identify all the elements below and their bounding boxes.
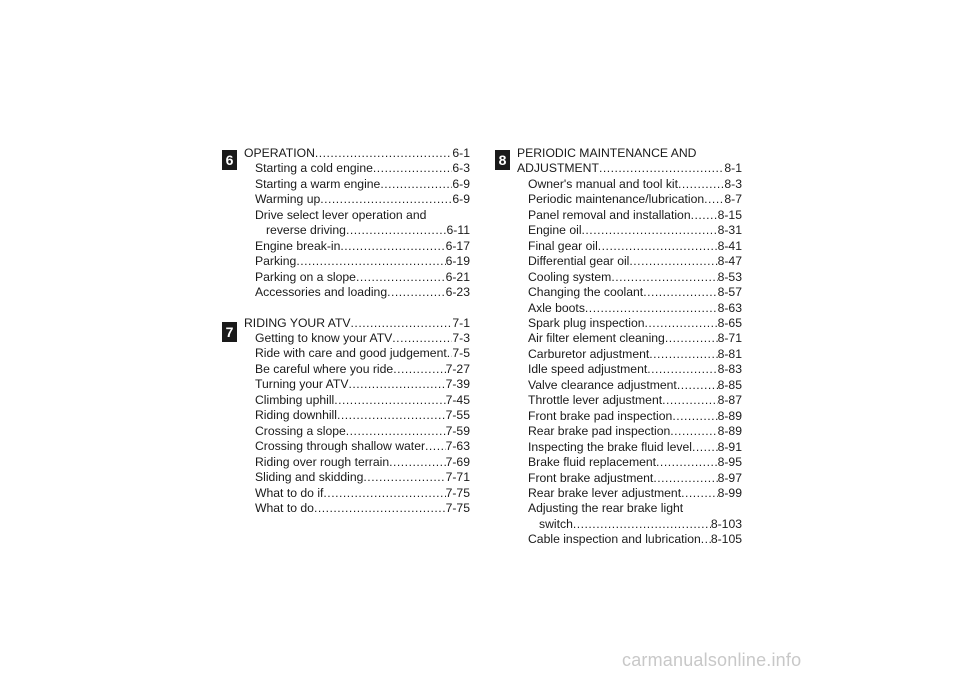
- toc-entry[interactable]: [244, 223, 470, 238]
- dot-leader: [629, 254, 717, 269]
- toc-entry[interactable]: [517, 254, 742, 269]
- toc-entry-page: 7-5: [452, 346, 470, 361]
- dot-leader: [662, 393, 717, 408]
- chapter-badge-8: 8: [495, 150, 510, 170]
- toc-entry-page: 8-53: [717, 269, 742, 284]
- dot-leader: [315, 146, 453, 161]
- toc-section-8: [498, 146, 742, 548]
- toc-entry-page: 8-83: [717, 362, 742, 377]
- toc-entry-title: Carburetor adjustment: [528, 346, 650, 361]
- toc-entry-title: Starting a cold engine: [255, 161, 373, 176]
- dot-leader: [380, 177, 452, 192]
- toc-entry[interactable]: [244, 501, 470, 516]
- toc-entry[interactable]: [517, 378, 742, 393]
- toc-entry-title: Final gear oil: [528, 238, 598, 253]
- toc-section-6: [225, 146, 470, 301]
- toc-entry[interactable]: [244, 192, 470, 207]
- toc-entry[interactable]: [244, 239, 470, 254]
- toc-entry-title: Adjusting the rear brake light: [528, 501, 684, 516]
- toc-section-7: [225, 315, 470, 517]
- toc-entry-page: 8-89: [717, 424, 742, 439]
- toc-entry-page: 6-21: [445, 269, 470, 284]
- toc-entry-page: 8-3: [724, 176, 742, 191]
- toc-entry-title: Turning your ATV: [255, 377, 349, 392]
- toc-entries: [244, 146, 470, 301]
- toc-entry-title: Be careful where you ride: [255, 361, 394, 376]
- toc-entries: [517, 146, 742, 548]
- toc-entry-title: Throttle lever adjustment: [528, 393, 663, 408]
- toc-entry-page: 8-1: [724, 161, 742, 176]
- dot-leader: [691, 208, 718, 223]
- toc-entry-page: 6-9: [452, 176, 470, 191]
- toc-entry[interactable]: [517, 517, 742, 532]
- toc-entry-title: Accessories and loading: [255, 285, 388, 300]
- toc-entry[interactable]: [517, 316, 742, 331]
- toc-entry-page: 6-17: [445, 238, 470, 253]
- toc-entry[interactable]: [244, 393, 470, 408]
- toc-entry-page: 6-9: [452, 192, 470, 207]
- toc-entry-title: Brake fluid replacement: [528, 455, 657, 470]
- chapter-badge-6: 6: [222, 150, 237, 170]
- dot-leader: [665, 331, 718, 346]
- toc-entry[interactable]: [517, 409, 742, 424]
- dot-leader: [348, 377, 445, 392]
- toc-entry[interactable]: [244, 408, 470, 423]
- toc-entry-page: 8-85: [717, 377, 742, 392]
- toc-entry-page: 6-19: [445, 254, 470, 269]
- dot-leader: [681, 486, 718, 501]
- dot-leader: [389, 455, 445, 470]
- toc-entry-page: 8-63: [717, 300, 742, 315]
- toc-entry[interactable]: [517, 161, 742, 176]
- dot-leader: [645, 316, 718, 331]
- toc-entry-title: reverse driving: [266, 223, 346, 238]
- toc-entry-page: 7-45: [445, 392, 470, 407]
- toc-entry-page: 8-105: [710, 532, 742, 547]
- dot-leader: [649, 347, 717, 362]
- toc-entry-title: Getting to know your ATV: [255, 330, 393, 345]
- toc-entry[interactable]: [517, 301, 742, 316]
- toc-entry[interactable]: [517, 239, 742, 254]
- toc-entry-page: 7-27: [445, 361, 470, 376]
- toc-entry[interactable]: [244, 377, 470, 392]
- dot-leader: [653, 471, 717, 486]
- dot-leader: [392, 331, 452, 346]
- toc-entry-title: Axle boots: [528, 300, 585, 315]
- toc-entry[interactable]: [244, 439, 470, 454]
- toc-entry-title: Drive select lever operation and: [255, 207, 427, 222]
- toc-entry[interactable]: [244, 470, 470, 485]
- toc-entry-title: Air filter element cleaning: [528, 331, 665, 346]
- toc-entry[interactable]: [517, 347, 742, 362]
- toc-entry-title: Front brake adjustment: [528, 470, 654, 485]
- dot-leader: [656, 455, 718, 470]
- toc-entry-title: Ride with care and good judgement: [255, 346, 447, 361]
- toc-entry-title: Front brake pad inspection: [528, 408, 673, 423]
- dot-leader: [393, 362, 445, 377]
- dot-leader: [677, 378, 718, 393]
- dot-leader: [425, 439, 446, 454]
- toc-entry-title: Engine oil: [528, 223, 582, 238]
- dot-leader: [598, 239, 718, 254]
- chapter-badge-7: 7: [222, 322, 237, 342]
- dot-leader: [340, 239, 445, 254]
- toc-entry[interactable]: [244, 177, 470, 192]
- dot-leader: [672, 409, 717, 424]
- toc-entry[interactable]: [244, 362, 470, 377]
- toc-entry-page: 6-11: [446, 223, 470, 238]
- toc-entry[interactable]: [244, 254, 470, 269]
- dot-leader: [611, 270, 717, 285]
- toc-entry-page: 6-3: [452, 161, 470, 176]
- toc-entry[interactable]: [244, 424, 470, 439]
- toc-entry[interactable]: [517, 331, 742, 346]
- toc-entry-title: Inspecting the brake fluid level: [528, 439, 692, 454]
- toc-entry-page: 8-87: [717, 393, 742, 408]
- toc-entry[interactable]: [517, 455, 742, 470]
- toc-entry-title: Cooling system: [528, 269, 612, 284]
- dot-leader: [363, 470, 445, 485]
- dot-leader: [704, 192, 724, 207]
- toc-entry[interactable]: [517, 223, 742, 238]
- toc-entry-page: 7-75: [445, 485, 470, 500]
- toc-entry-page: 8-103: [710, 516, 742, 531]
- toc-entry-page: 8-47: [717, 254, 742, 269]
- dot-leader: [647, 362, 717, 377]
- toc-entry-page: 7-75: [445, 500, 470, 515]
- dot-leader: [346, 424, 446, 439]
- toc-entry-title: Starting a warm engine: [255, 176, 381, 191]
- dot-leader: [323, 486, 445, 501]
- toc-entry[interactable]: [244, 208, 470, 223]
- dot-leader: [373, 161, 452, 176]
- toc-entry-title: Riding downhill: [255, 408, 337, 423]
- toc-left-column: [225, 146, 470, 516]
- toc-entry-title: Differential gear oil: [528, 254, 630, 269]
- toc-entry-page: 8-91: [717, 439, 742, 454]
- toc-entry-page: 6-1: [452, 146, 470, 160]
- toc-entry-page: 7-63: [445, 439, 470, 454]
- dot-leader: [387, 285, 445, 300]
- toc-entry-page: 8-81: [717, 346, 742, 361]
- toc-entry-page: 8-71: [717, 331, 742, 346]
- toc-entry-title: Spark plug inspection: [528, 315, 645, 330]
- toc-entry-page: 8-97: [717, 470, 742, 485]
- dot-leader: [678, 177, 724, 192]
- toc-entry-page: 7-71: [445, 470, 470, 485]
- toc-entry-page: 8-31: [717, 223, 742, 238]
- dot-leader: [351, 316, 453, 331]
- dot-leader: [582, 223, 718, 238]
- dot-leader: [573, 517, 711, 532]
- dot-leader: [337, 408, 446, 423]
- toc-entry-title: What to do if: [255, 485, 324, 500]
- toc-entry[interactable]: [517, 177, 742, 192]
- toc-entry-title: Idle speed adjustment: [528, 362, 648, 377]
- dot-leader: [356, 270, 446, 285]
- dot-leader: [692, 440, 718, 455]
- toc-entry[interactable]: [244, 270, 470, 285]
- toc-entry-page: 8-15: [717, 207, 742, 222]
- toc-entry-page: 7-3: [452, 330, 470, 345]
- toc-entry-page: 6-23: [445, 285, 470, 300]
- toc-entry[interactable]: [244, 455, 470, 470]
- toc-entry[interactable]: [517, 440, 742, 455]
- toc-entry-title: OPERATION: [244, 146, 315, 160]
- toc-entry-title: Periodic maintenance/lubrication: [528, 192, 705, 207]
- toc-entry[interactable]: [517, 424, 742, 439]
- watermark: carmanualsonline.info: [622, 650, 802, 670]
- toc-entry-page: 7-1: [452, 315, 470, 330]
- toc-entry[interactable]: [517, 501, 742, 516]
- toc-entry-page: 8-57: [717, 285, 742, 300]
- dot-leader: [320, 192, 452, 207]
- toc-entry-title: Sliding and skidding: [255, 470, 364, 485]
- toc-entry[interactable]: [517, 285, 742, 300]
- toc-entry[interactable]: [244, 146, 470, 161]
- toc-entry-title: Changing the coolant: [528, 285, 644, 300]
- toc-entry-page: 7-39: [445, 377, 470, 392]
- toc-entry-page: 8-95: [717, 455, 742, 470]
- toc-entry-title: Valve clearance adjustment: [528, 377, 677, 392]
- toc-entry-title: Climbing uphill: [255, 392, 335, 407]
- toc-entry-page: 7-69: [445, 454, 470, 469]
- toc-entry[interactable]: [517, 532, 742, 547]
- toc-entry[interactable]: [244, 331, 470, 346]
- dot-leader: [346, 223, 447, 238]
- toc-entry[interactable]: [517, 486, 742, 501]
- toc-entry-title: Crossing a slope: [255, 423, 346, 438]
- dot-leader: [670, 424, 717, 439]
- dot-leader: [296, 254, 445, 269]
- toc-entry[interactable]: [517, 362, 742, 377]
- toc-entry[interactable]: [244, 161, 470, 176]
- toc-entry-title: Crossing through shallow water: [255, 439, 426, 454]
- dot-leader: [334, 393, 445, 408]
- toc-entry-title: Warming up: [255, 192, 321, 207]
- toc-entry-page: 8-65: [717, 315, 742, 330]
- toc-entry-page: 7-59: [445, 423, 470, 438]
- toc-entry[interactable]: [244, 285, 470, 300]
- toc-entry-title: Rear brake pad inspection: [528, 424, 671, 439]
- toc-entry-title: Parking: [255, 254, 297, 269]
- toc-entry[interactable]: [244, 316, 470, 331]
- toc-entry-page: 7-55: [445, 408, 470, 423]
- toc-entry-title: PERIODIC MAINTENANCE AND: [517, 146, 697, 160]
- toc-entry-title: switch: [539, 516, 573, 531]
- toc-entry[interactable]: [517, 146, 742, 161]
- toc-entry-page: 8-41: [717, 238, 742, 253]
- toc-entry-title: Owner's manual and tool kit: [528, 176, 679, 191]
- toc-entry-page: 8-89: [717, 408, 742, 423]
- toc-entry-title: What to do: [255, 500, 314, 515]
- toc-entry-page: 8-99: [717, 485, 742, 500]
- toc-entry-title: RIDING YOUR ATV: [244, 315, 351, 330]
- dot-leader: [314, 501, 446, 516]
- dot-leader: [599, 161, 724, 176]
- toc-entry[interactable]: [244, 486, 470, 501]
- dot-leader: [585, 301, 718, 316]
- toc-entry-title: Parking on a slope: [255, 269, 356, 284]
- toc-entry-title: Cable inspection and lubrication: [528, 532, 701, 547]
- toc-entry[interactable]: [244, 346, 470, 361]
- toc-entry[interactable]: [517, 192, 742, 207]
- toc-right-column: [498, 146, 742, 548]
- dot-leader: [701, 532, 711, 547]
- toc-entry-title: ADJUSTMENT: [517, 161, 599, 176]
- dot-leader: [643, 285, 717, 300]
- toc-entry[interactable]: [517, 270, 742, 285]
- toc-entries: [244, 316, 470, 517]
- toc-entry-title: Engine break-in: [255, 238, 341, 253]
- toc-entry-title: Rear brake lever adjustment: [528, 485, 682, 500]
- toc-entry-page: 8-7: [724, 192, 742, 207]
- toc-entry[interactable]: [517, 471, 742, 486]
- toc-entry-title: Panel removal and installation: [528, 207, 691, 222]
- toc-entry-title: Riding over rough terrain: [255, 454, 390, 469]
- toc-entry[interactable]: [517, 208, 742, 223]
- toc-entry[interactable]: [517, 393, 742, 408]
